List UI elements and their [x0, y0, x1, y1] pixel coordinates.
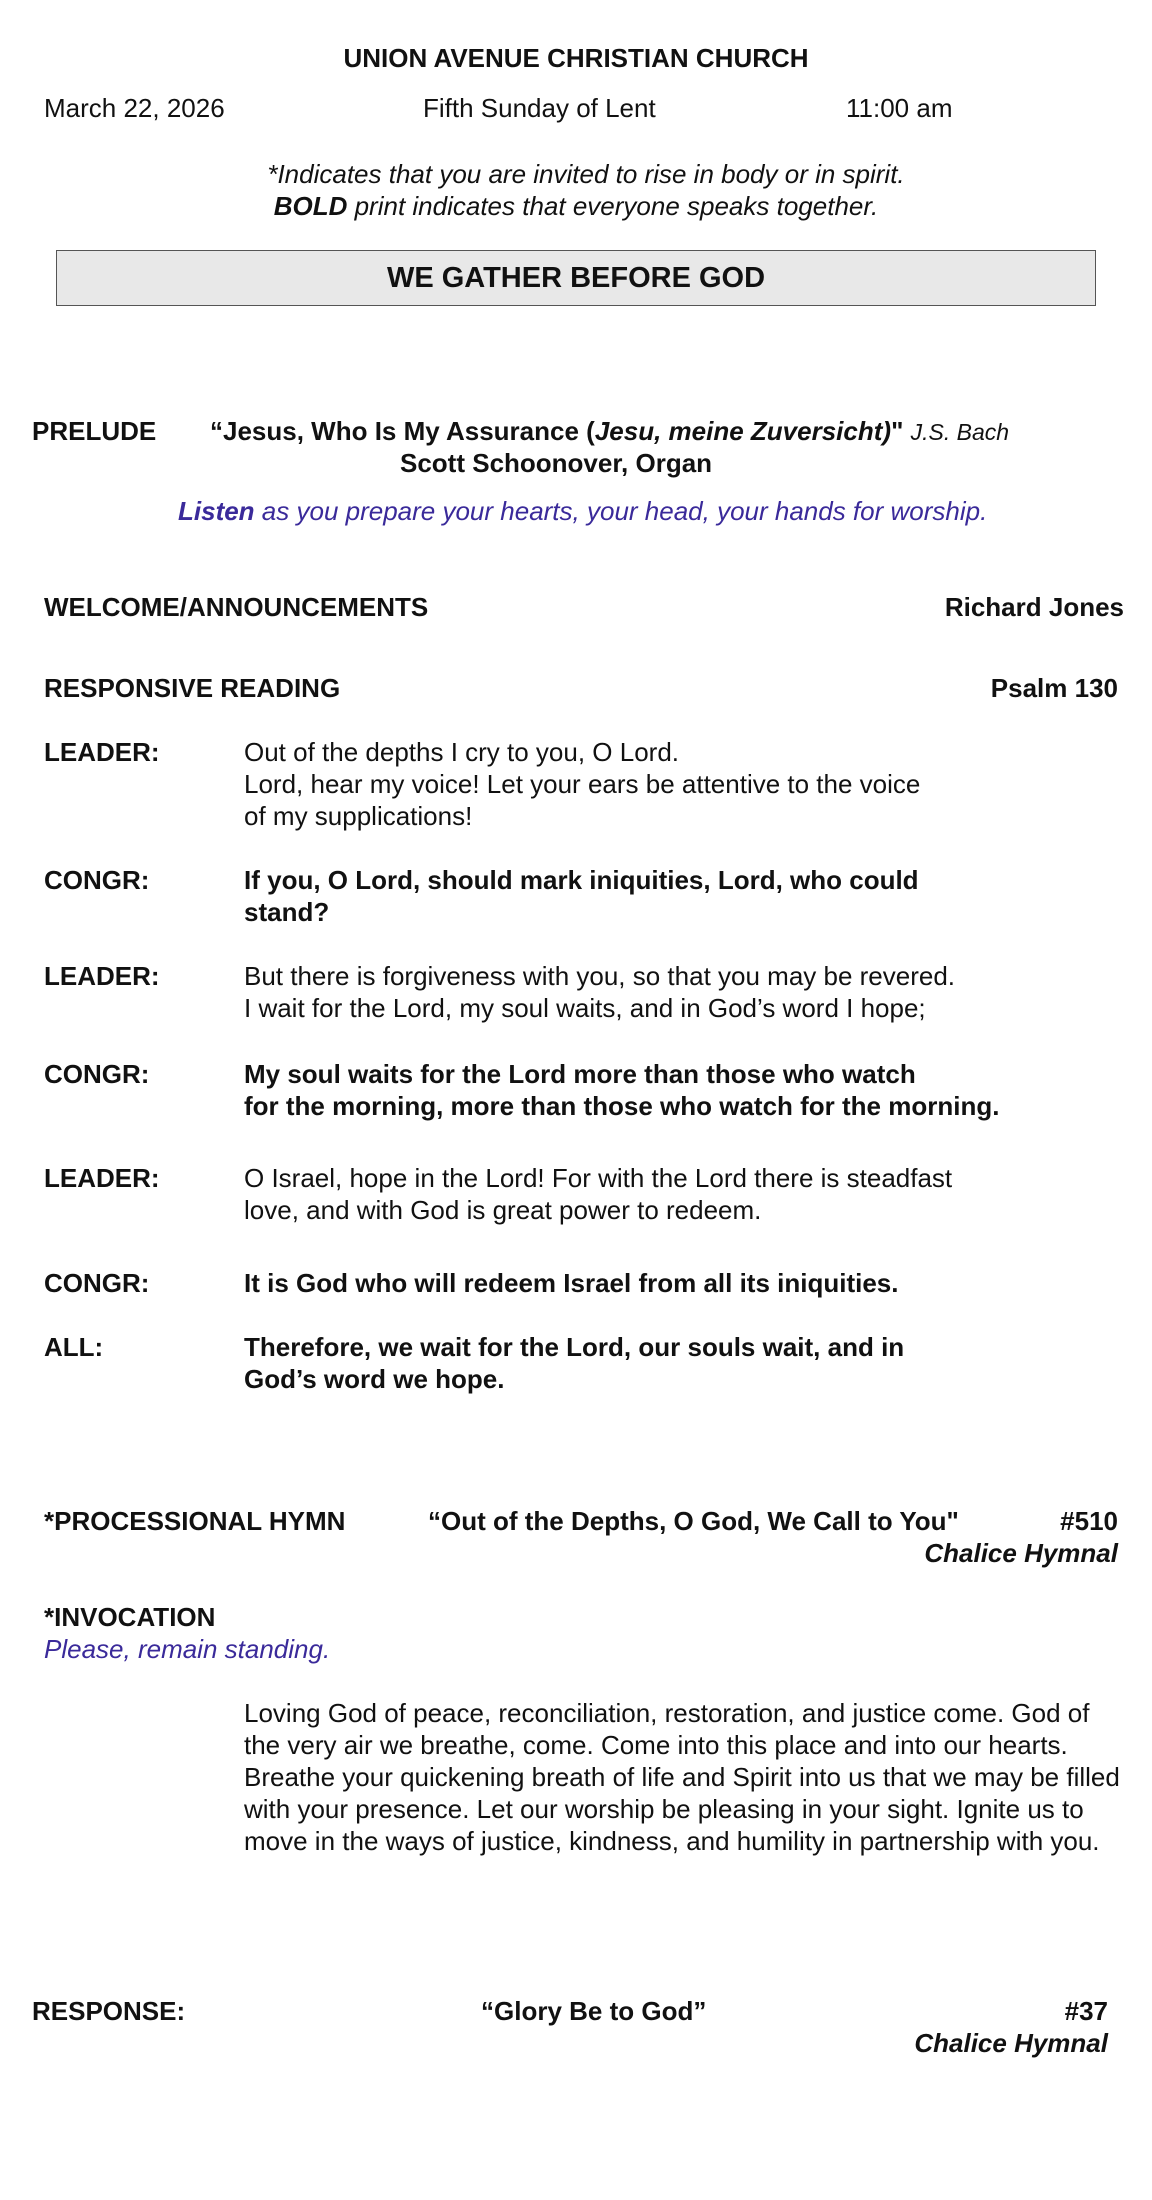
service-date: March 22, 2026 [44, 93, 225, 123]
reading-line [244, 960, 955, 1024]
section-banner: WE GATHER BEFORE GOD [56, 250, 1096, 306]
prelude-label: PRELUDE [32, 416, 157, 446]
reading-text: Lord, hear my voice! Let your ears be attentive to the voice [244, 769, 921, 799]
reading-text: If you, O Lord, should mark iniquities, Lord, who could [244, 865, 919, 895]
reading-speaker: CONGR: [44, 1059, 150, 1089]
reading-text: love, and with God is great power to redeem. [244, 1195, 762, 1225]
prelude-listen-bold: Listen [178, 496, 255, 526]
reading-text: of my supplications! [244, 801, 473, 831]
reading-line [244, 1162, 952, 1226]
prelude-composer: J.S. Bach [910, 419, 1010, 445]
reading-text: My soul waits for the Lord more than those who watch [244, 1059, 916, 1089]
response-label: RESPONSE: [32, 1996, 186, 2026]
processional-hymnal: Chalice Hymnal [924, 1538, 1118, 1568]
reading-text: Therefore, we wait for the Lord, our souls wait, and in [244, 1332, 905, 1362]
reading-text: O Israel, hope in the Lord! For with the Lord there is steadfast [244, 1163, 953, 1193]
reading-speaker: CONGR: [44, 1268, 150, 1298]
reading-line [244, 736, 920, 832]
processional-number: #510 [1060, 1506, 1118, 1536]
church-name: UNION AVENUE CHRISTIAN CHURCH [343, 43, 809, 73]
processional-label: *PROCESSIONAL HYMN [44, 1506, 346, 1536]
reading-line [244, 1058, 999, 1122]
reading-text: But there is forgiveness with you, so that you may be revered. [244, 961, 956, 991]
reading-text: I wait for the Lord, my soul waits, and in God’s word I hope; [244, 993, 926, 1023]
prelude-listen [178, 495, 987, 527]
service-time: 11:00 am [846, 93, 953, 123]
legend-bold [0, 190, 1152, 222]
prelude-listen-rest: as you prepare your hearts, your head, your hands for worship. [254, 496, 988, 526]
reading-speaker: LEADER: [44, 961, 160, 991]
prelude-piece [210, 415, 1009, 448]
legend-bold-word: BOLD [273, 191, 348, 221]
response-number: #37 [1064, 1996, 1108, 2026]
reading-text: for the morning, more than those who watch for the morning. [244, 1091, 1000, 1121]
invocation-prayer: Loving God of peace, reconciliation, restoration, and justice come. God of the very air we breathe, come. Come into this place and into our hearts. Breathe your quickening breath of life and Spirit into us that we may be filled with your presence. Let our worship be pleasing in your sight. Ignite us to move in the ways of justice, kindness, and humility in partnership with you. [244, 1698, 1120, 1856]
reading-text: stand? [244, 897, 330, 927]
reading-line [244, 1267, 898, 1299]
response-hymnal: Chalice Hymnal [914, 2028, 1108, 2058]
reading-label: RESPONSIVE READING [44, 673, 341, 703]
processional-title: “Out of the Depths, O God, We Call to You" [428, 1506, 959, 1536]
response-title: “Glory Be to God” [481, 1996, 707, 2026]
reading-text: Out of the depths I cry to you, O Lord. [244, 737, 680, 767]
reading-speaker: CONGR: [44, 865, 150, 895]
reading-line [244, 1331, 904, 1395]
prelude-title-close: " [891, 416, 904, 446]
prelude-title-open: “Jesus, Who Is My Assurance ( [210, 416, 595, 446]
reading-text: God’s word we hope. [244, 1364, 505, 1394]
reading-speaker: ALL: [44, 1332, 104, 1362]
reading-speaker: LEADER: [44, 1163, 160, 1193]
welcome-label: WELCOME/ANNOUNCEMENTS [44, 592, 429, 622]
reading-line [244, 864, 919, 928]
service-occasion: Fifth Sunday of Lent [423, 93, 656, 123]
legend-bold-rest: print indicates that everyone speaks together. [347, 191, 879, 221]
legend-standing: *Indicates that you are invited to rise in body or in spirit. [267, 159, 905, 189]
prelude-title-italic: Jesu, meine Zuversicht) [594, 416, 892, 446]
reading-speaker: LEADER: [44, 737, 160, 767]
invocation-label: *INVOCATION [44, 1602, 216, 1632]
reading-text: It is God who will redeem Israel from all its iniquities. [244, 1268, 899, 1298]
reading-reference: Psalm 130 [990, 673, 1118, 703]
prelude-performer: Scott Schoonover, Organ [400, 448, 713, 478]
welcome-leader: Richard Jones [944, 592, 1124, 622]
invocation-instruction: Please, remain standing. [44, 1634, 331, 1664]
